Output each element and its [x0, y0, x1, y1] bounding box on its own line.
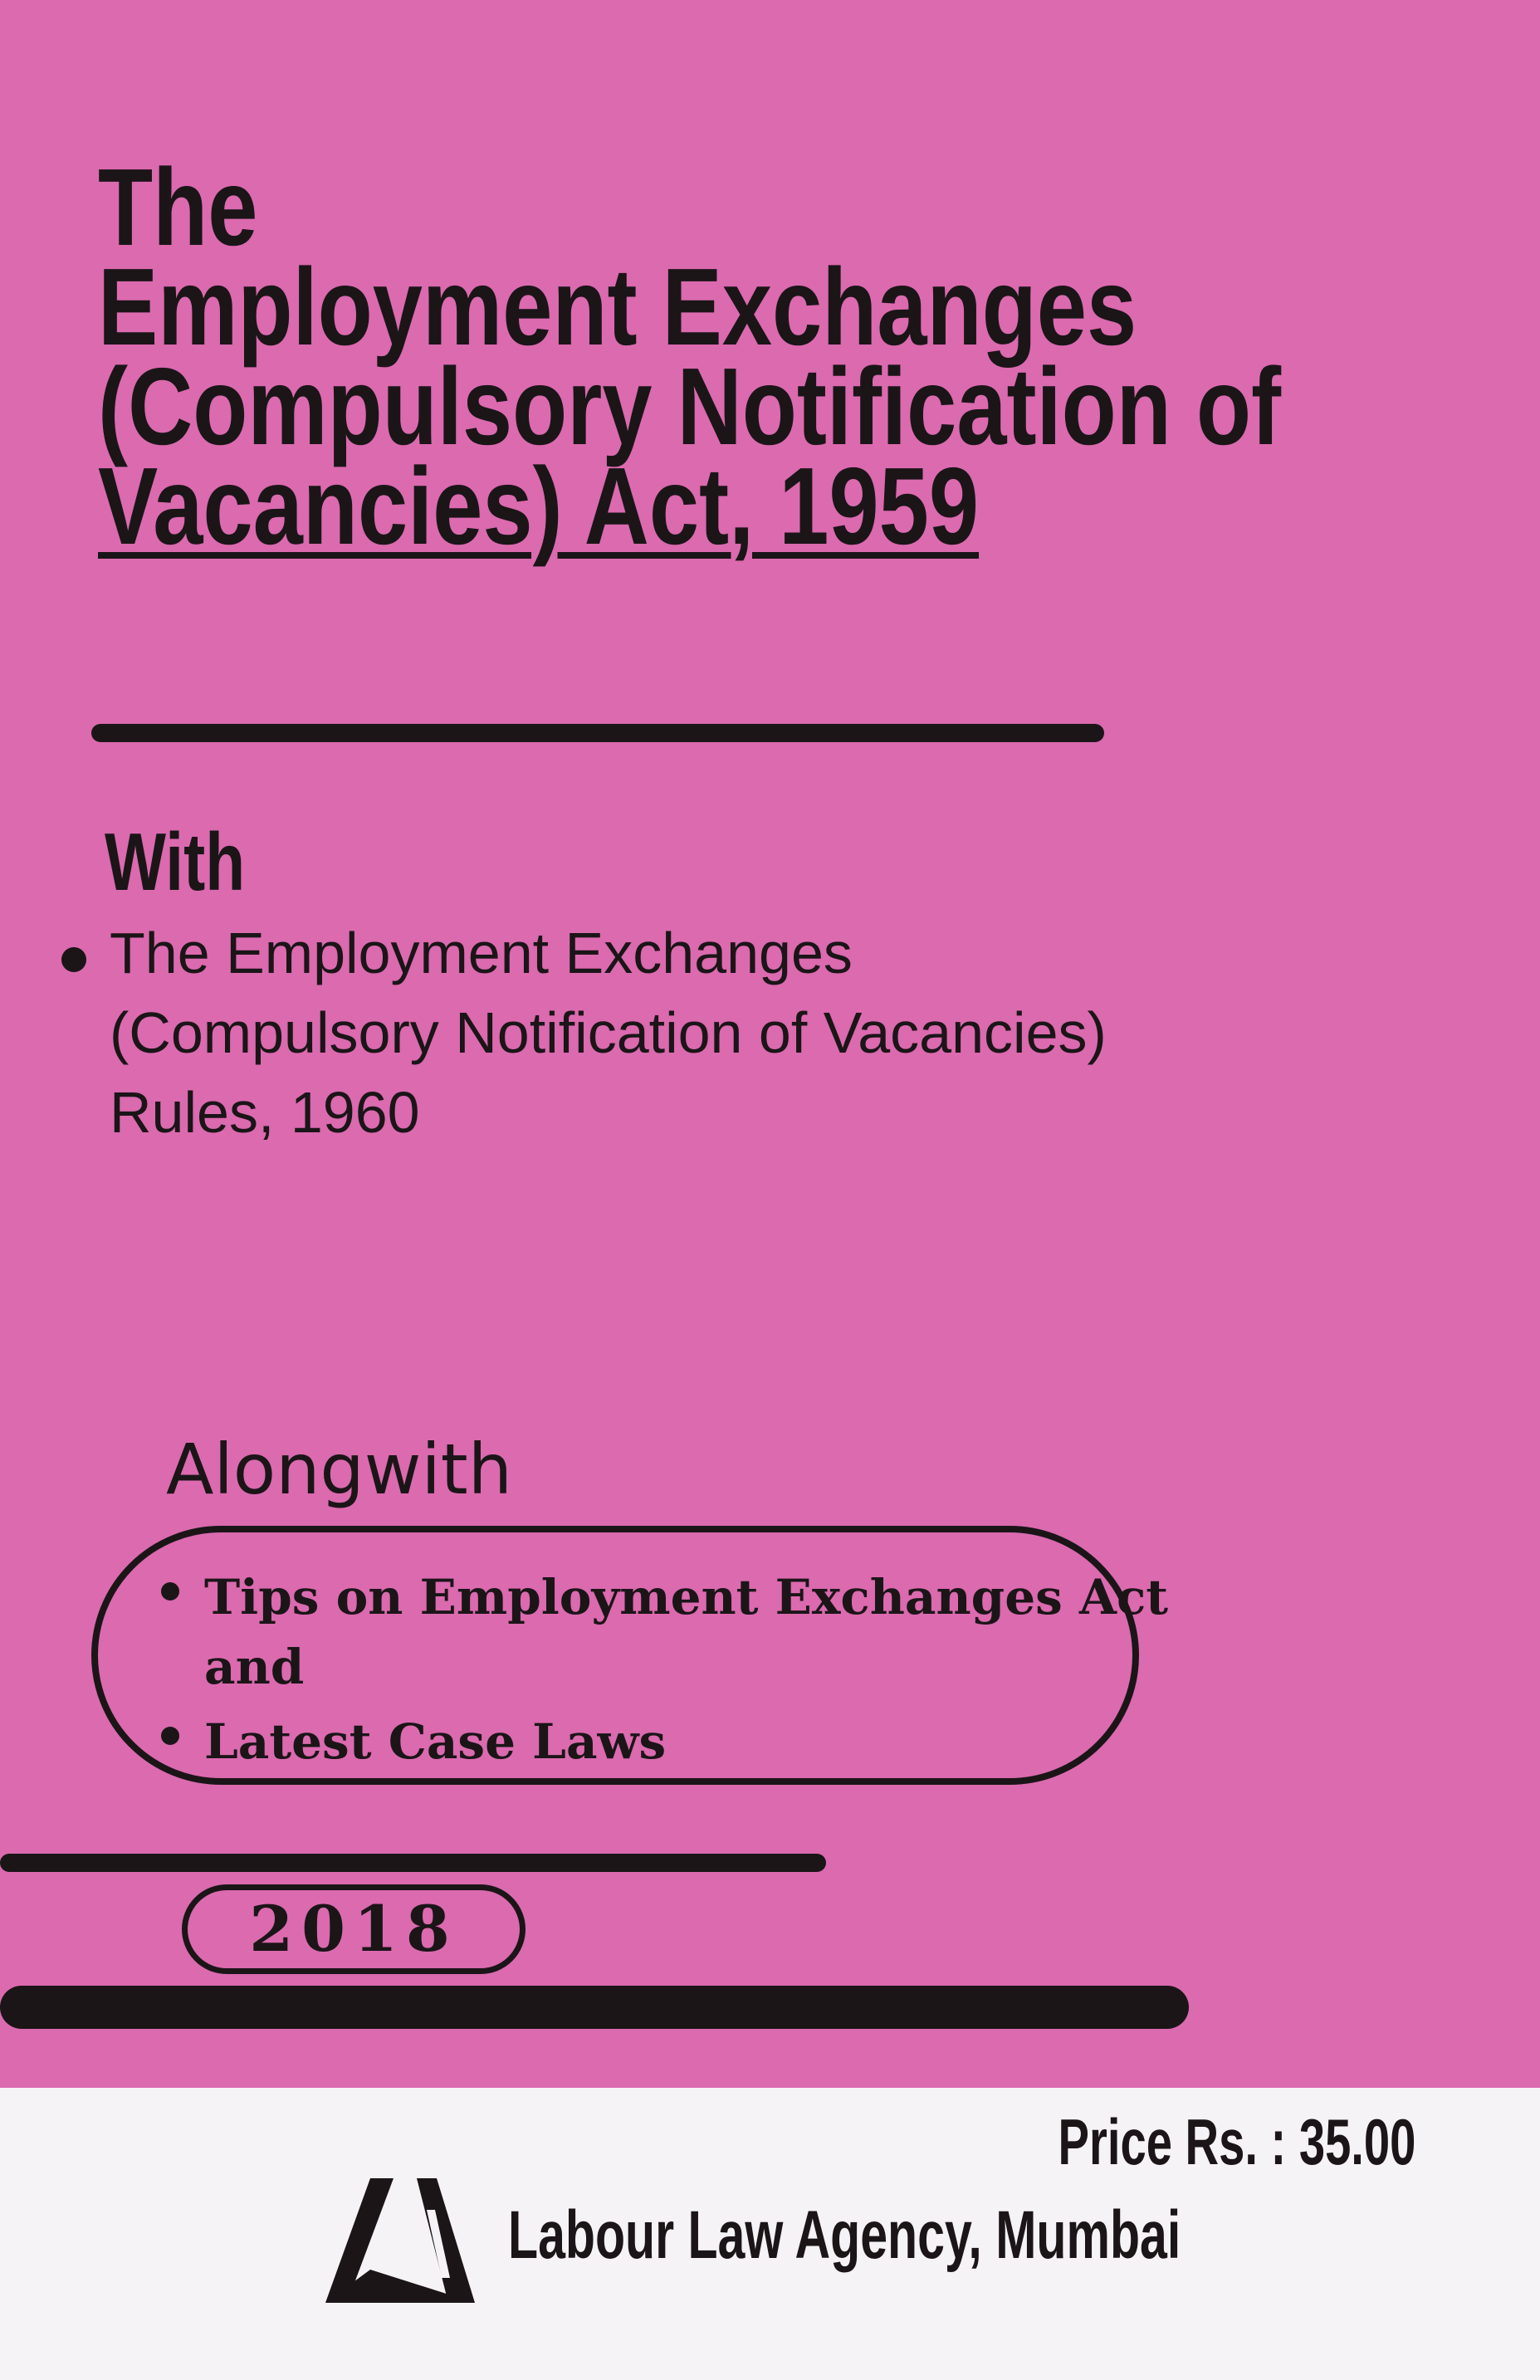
- rules-line-1: The Employment Exchanges: [110, 921, 853, 985]
- bullet-icon: [161, 1582, 179, 1601]
- rules-title: [110, 913, 1454, 1152]
- publisher-name: Labour Law Agency, Mumbai: [508, 2197, 1181, 2273]
- middle-rule: [0, 1854, 826, 1872]
- tip-line-2: and: [204, 1639, 305, 1695]
- bullet-icon: [61, 947, 86, 972]
- tip-line-3: Latest Case Laws: [204, 1713, 667, 1770]
- with-heading: With: [105, 816, 246, 907]
- price-label: Price Rs. : 35.00: [1058, 2105, 1415, 2178]
- edition-year: 2018: [182, 1884, 526, 1974]
- title-line-3: (Compulsory Notification of: [98, 345, 1282, 467]
- title-line-1: The: [98, 146, 258, 268]
- rules-line-3: Rules, 1960: [110, 1080, 420, 1145]
- title-rule: [91, 724, 1104, 742]
- bottom-rule: [0, 1986, 1189, 2029]
- publisher-logo-icon: [325, 2178, 475, 2303]
- book-title: [98, 146, 1282, 567]
- title-line-2: Employment Exchanges: [98, 246, 1137, 368]
- title-line-4: Vacancies) Act, 1959: [98, 445, 980, 567]
- bullet-icon: [161, 1727, 179, 1745]
- tip-line-1: Tips on Employment Exchanges Act: [204, 1569, 1169, 1625]
- rules-line-2: (Compulsory Notification of Vacancies): [110, 1000, 1107, 1065]
- alongwith-heading: Alongwith: [166, 1429, 512, 1510]
